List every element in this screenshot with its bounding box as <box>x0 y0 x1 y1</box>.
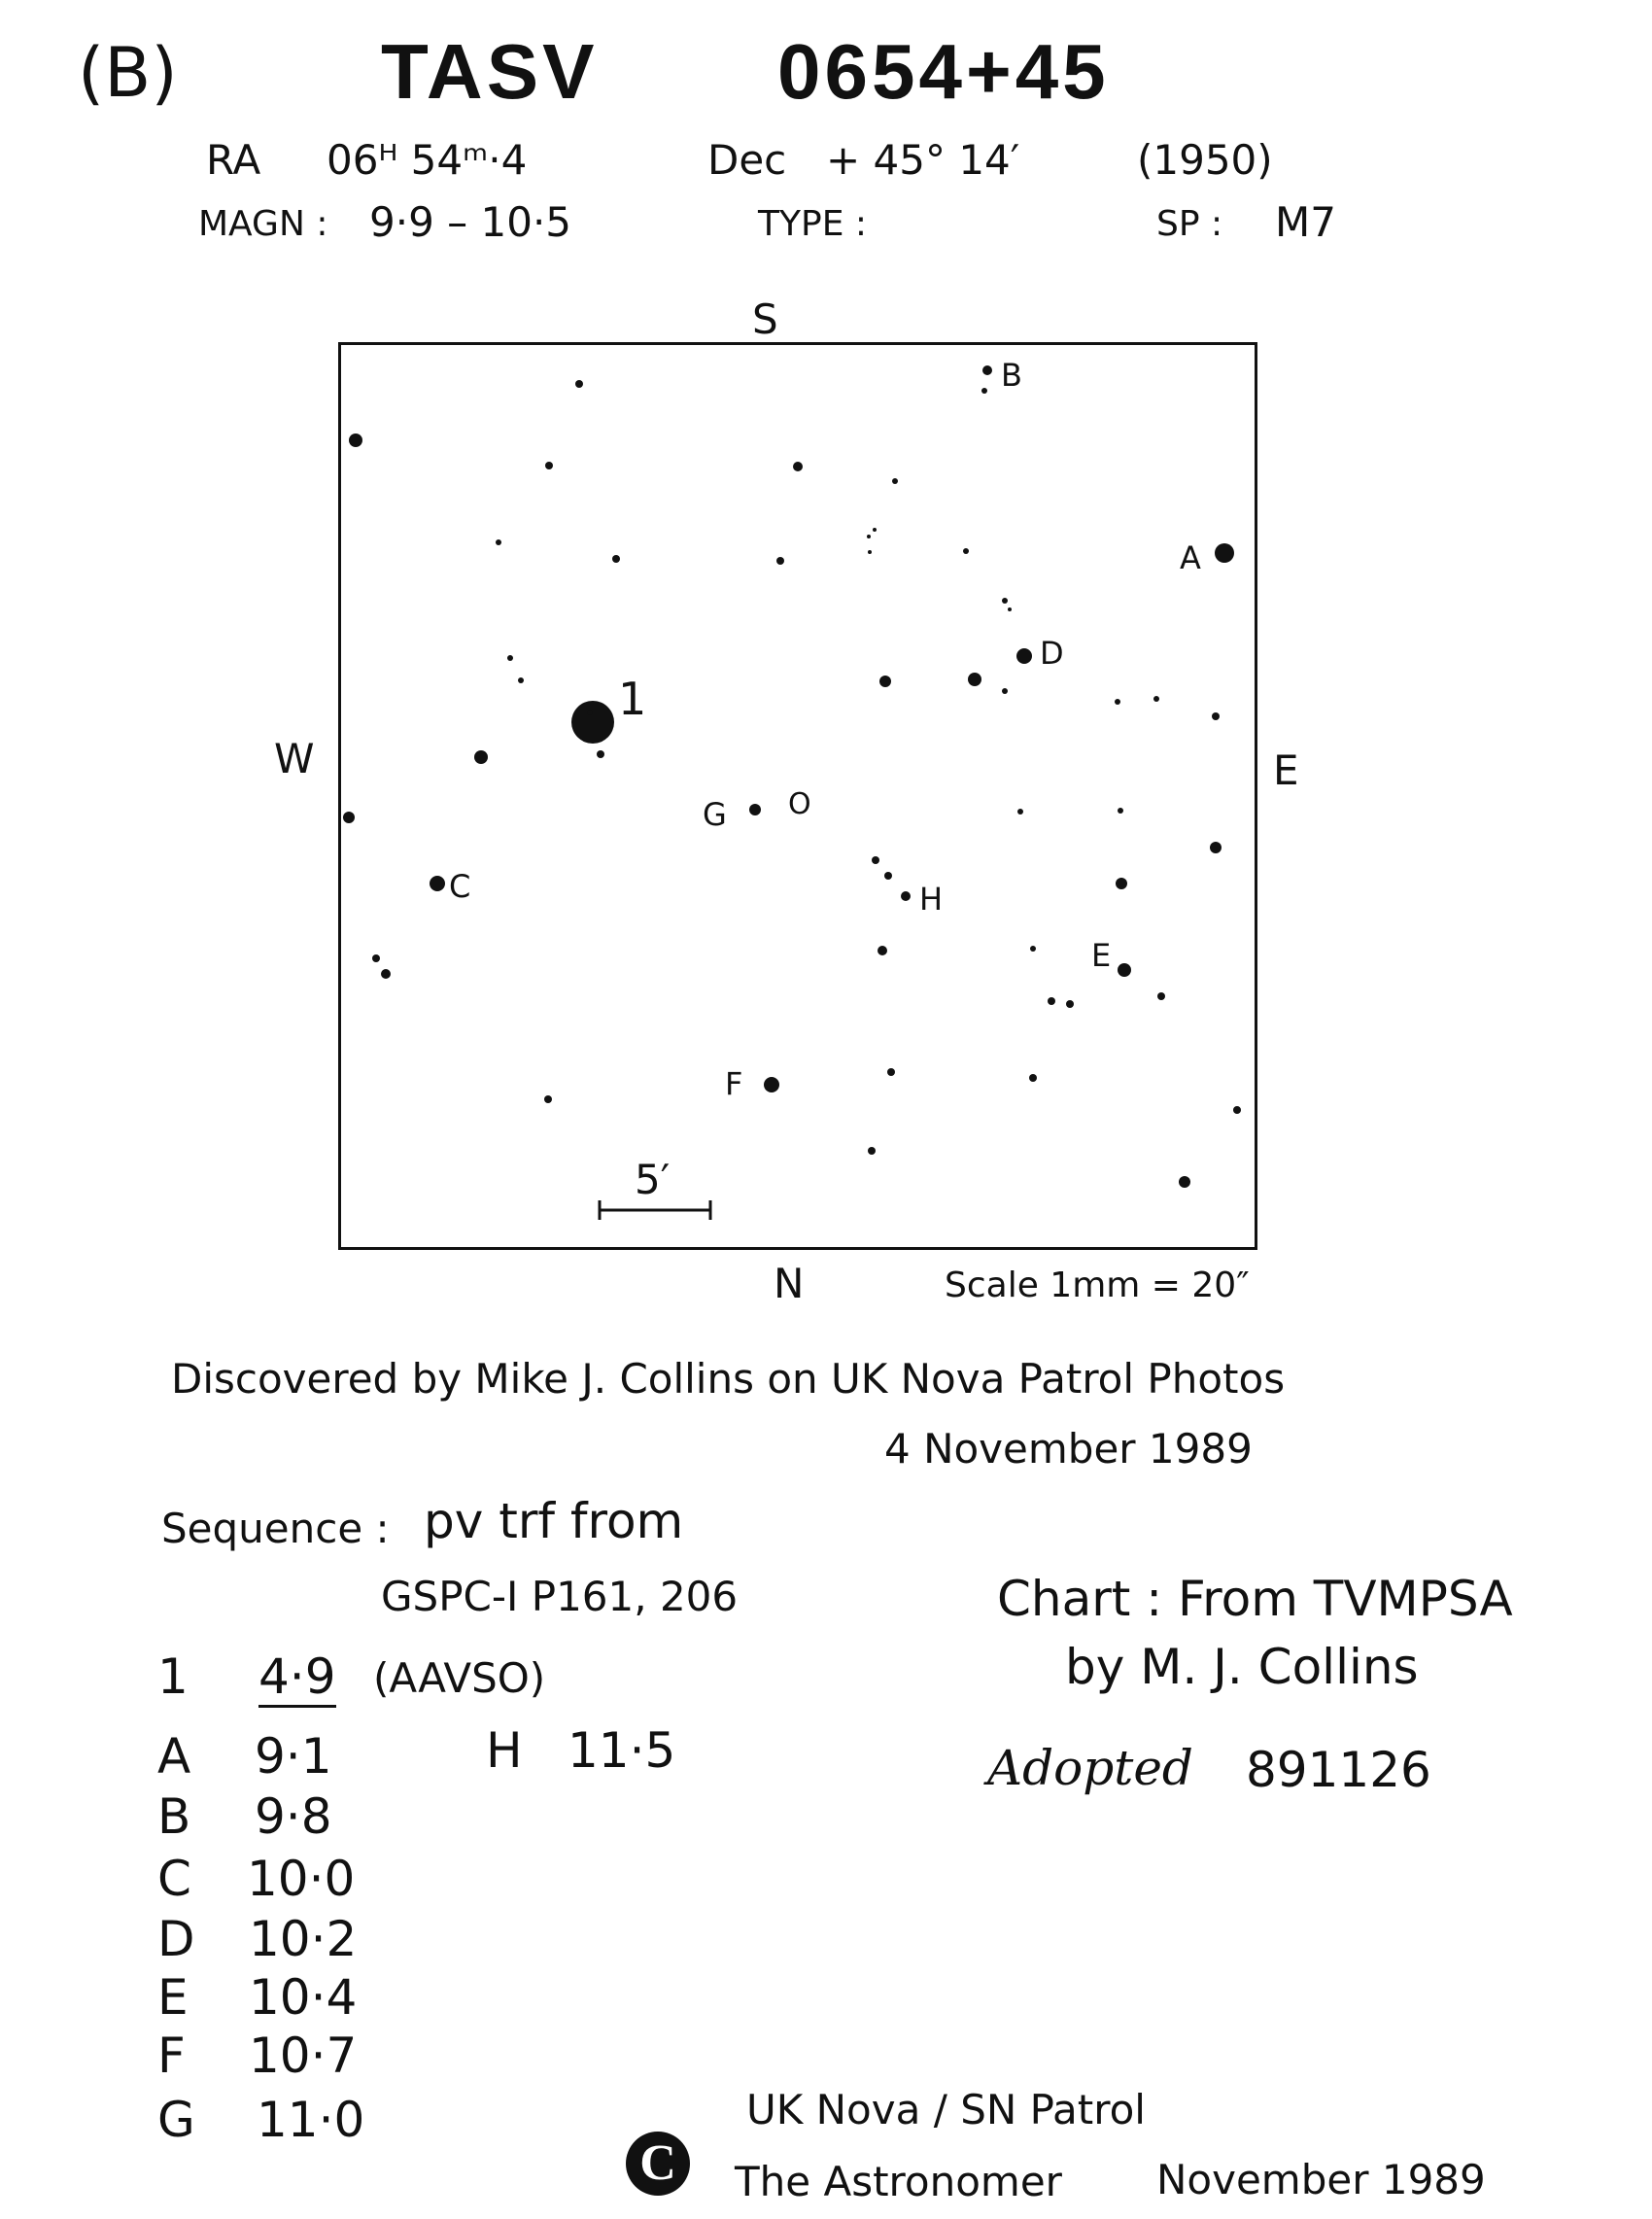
star <box>575 380 583 388</box>
star <box>1115 699 1120 705</box>
compass-north: N <box>774 1260 805 1307</box>
star <box>1066 1000 1074 1008</box>
star <box>1116 878 1127 889</box>
sequence-star: C <box>157 1851 191 1907</box>
star <box>1157 992 1165 1000</box>
sequence-note: (AAVSO) <box>373 1654 546 1702</box>
star-label: G <box>703 796 727 833</box>
star <box>1029 1074 1037 1082</box>
sequence-mag: 10·7 <box>249 2028 358 2084</box>
star <box>1048 997 1055 1005</box>
discovery-date: 4 November 1989 <box>884 1425 1253 1473</box>
star-a <box>1215 543 1234 563</box>
star <box>868 1147 876 1155</box>
chart-credit-source: Chart : From TVMPSA <box>997 1571 1513 1627</box>
sequence-mag: 4·9 <box>258 1648 336 1708</box>
star <box>887 1068 895 1076</box>
discovery-line: Discovered by Mike J. Collins on UK Nova Patrol Photos <box>171 1355 1286 1403</box>
star-1 <box>571 701 614 744</box>
star <box>1233 1106 1241 1114</box>
star <box>381 969 391 979</box>
star-label: A <box>1180 539 1201 576</box>
star <box>1212 712 1220 720</box>
star <box>1002 688 1008 694</box>
star-label: 1 <box>618 673 647 725</box>
footer-publication: The Astronomer <box>735 2158 1062 2205</box>
sequence-mag: 9·1 <box>255 1728 332 1785</box>
chart-credit-author: by M. J. Collins <box>1065 1639 1419 1695</box>
star <box>867 535 871 538</box>
star-f <box>764 1077 779 1092</box>
star <box>1030 946 1036 952</box>
sequence-mag: 9·8 <box>255 1788 332 1845</box>
star <box>873 528 877 532</box>
sequence-source: GSPC-I P161, 206 <box>381 1573 739 1620</box>
copyright-icon: C <box>626 2132 690 2196</box>
star <box>776 557 784 565</box>
ra-value: 06ᴴ 54ᵐ·4 <box>327 136 528 184</box>
star <box>507 655 513 661</box>
sequence-star: B <box>157 1788 191 1845</box>
star <box>372 954 380 962</box>
sequence-method: pv trf from <box>424 1493 684 1549</box>
adopted-label: Adopted <box>987 1740 1193 1796</box>
sequence-star: D <box>157 1911 195 1967</box>
ra-label: RA <box>206 136 261 184</box>
spectral-type-label: SP : <box>1156 204 1223 244</box>
star-label: E <box>1091 937 1112 974</box>
star <box>1179 1176 1190 1188</box>
footer-date: November 1989 <box>1156 2156 1486 2203</box>
type-label: TYPE : <box>758 204 868 244</box>
star <box>892 478 898 484</box>
sequence-star: A <box>157 1728 191 1785</box>
star <box>1017 809 1023 815</box>
star-label: D <box>1040 635 1064 672</box>
star-label: F <box>725 1065 743 1102</box>
sequence-mag: 11·5 <box>568 1722 676 1779</box>
compass-east: E <box>1273 746 1299 794</box>
sequence-star: G <box>157 2092 195 2148</box>
footer-org: UK Nova / SN Patrol <box>746 2086 1146 2133</box>
magnitude-label: MAGN : <box>198 204 328 244</box>
star-b <box>982 365 992 375</box>
sequence-mag: 10·0 <box>247 1851 356 1907</box>
star <box>968 673 981 686</box>
star <box>612 555 620 563</box>
dec-value: + 45° 14′ <box>826 136 1020 184</box>
star <box>872 856 879 864</box>
star <box>963 548 969 554</box>
magnitude-range: 9·9 – 10·5 <box>369 198 572 246</box>
star-label: B <box>1001 357 1022 394</box>
star <box>793 462 803 471</box>
sequence-mag: 10·2 <box>249 1911 358 1967</box>
star <box>349 433 362 447</box>
star <box>1210 842 1222 853</box>
star-h <box>901 891 911 901</box>
star <box>544 1095 552 1103</box>
sequence-star: F <box>157 2028 186 2084</box>
spectral-type-value: M7 <box>1275 198 1336 246</box>
variable-star-designation: 0654+45 <box>777 28 1110 115</box>
sequence-star: 1 <box>157 1648 189 1705</box>
star <box>879 676 891 687</box>
variable-star-name: TASV <box>381 28 599 115</box>
compass-west: W <box>274 735 315 782</box>
star <box>1002 598 1008 604</box>
chart-scale-text: Scale 1mm = 20″ <box>945 1266 1250 1305</box>
star <box>1153 696 1159 702</box>
star <box>545 462 553 469</box>
star <box>343 812 355 823</box>
star <box>1008 607 1012 611</box>
panel-label: (B) <box>78 33 178 113</box>
finder-chart <box>338 342 1257 1250</box>
star <box>884 872 892 880</box>
star <box>597 750 604 758</box>
star-e <box>1118 963 1131 977</box>
star-label: C <box>449 868 471 905</box>
star <box>496 539 501 545</box>
star <box>878 946 887 955</box>
star-d <box>1016 648 1032 664</box>
star-field <box>341 345 1260 1253</box>
scale-bar-label: 5′ <box>635 1156 671 1203</box>
adopted-date: 891126 <box>1246 1742 1431 1798</box>
star <box>587 710 593 715</box>
star-c <box>430 876 445 891</box>
sequence-star: E <box>157 1969 189 2026</box>
star <box>518 677 524 683</box>
sequence-star: H <box>486 1722 523 1779</box>
star <box>474 750 488 764</box>
star-g <box>749 804 761 815</box>
star <box>868 550 872 554</box>
sequence-label: Sequence : <box>161 1505 390 1552</box>
dec-label: Dec <box>707 136 787 184</box>
star-label: O <box>788 787 811 821</box>
epoch: (1950) <box>1137 136 1273 184</box>
sequence-mag: 11·0 <box>257 2092 365 2148</box>
star <box>981 388 987 394</box>
star-label: H <box>919 881 944 918</box>
sequence-mag: 10·4 <box>249 1969 358 2026</box>
star <box>1118 808 1123 814</box>
compass-south: S <box>752 295 778 343</box>
